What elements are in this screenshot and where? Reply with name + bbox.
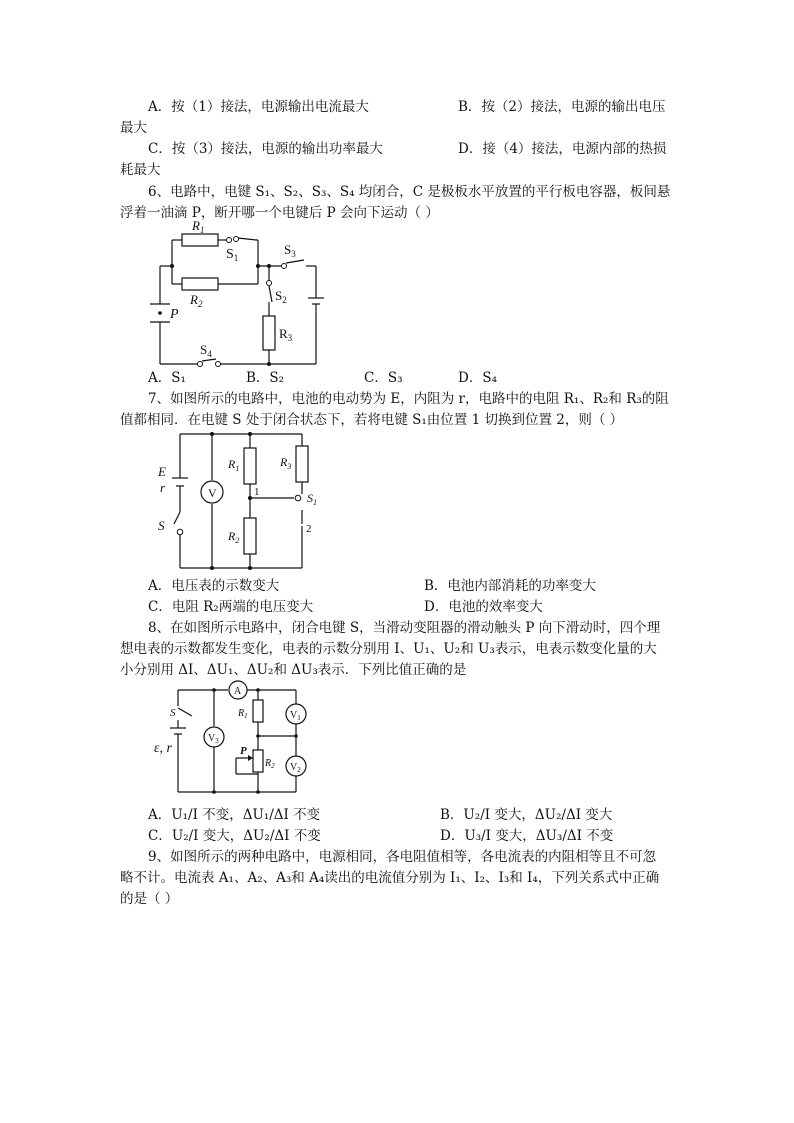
svg-text:V3: $V_3$ [208,733,219,745]
q7-option-c: C．电阻 R₂两端的电压变大 [148,599,314,615]
svg-text:R1: $R_1$ [192,218,205,235]
svg-text:R2: $R_2$ [265,758,275,770]
svg-text:R3: $R_3$ [280,455,292,471]
q9-stem-line1: 9、如图所示的两种电路中，电源相同，各电阻值相等，各电流表的内阻相等且不可忽 [148,849,657,865]
q8-stem-line2: 想电表的示数都发生变化，电表的示数分别用 I、U₁、U₂和 U₃表示，电表示数变化量的大 [120,641,657,657]
svg-text:R1: $R_1$ [228,457,240,473]
svg-text:P: P [170,307,179,322]
svg-text:2: 2 [306,523,312,535]
svg-text:V1: $V_1$ [290,710,301,722]
q9-stem-line3: 的是（ ） [120,891,179,907]
q8-option-b: B．U₂/I 变大，ΔU₂/ΔI 变大 [440,807,613,823]
q5-option-d: D．接（4）接法，电源内部的热损 [458,141,667,157]
svg-text:S4: $S_4$ [200,342,212,359]
svg-text:S1: $S_1$ [307,491,317,507]
q7-stem-line1: 7、如图所示的电路中，电池的电动势为 E，内阻为 r，电路中的电阻 R₁、R₂和 R₃的阻 [148,391,669,407]
q5-option-c: C．按（3）接法，电源的输出功率最大 [148,141,383,157]
q6-option-d: D．S₄ [458,370,497,386]
q8-option-d: D．U₃/I 变大，ΔU₃/ΔI 不变 [440,828,614,844]
svg-text:A: A [234,686,242,697]
q6-circuit-diagram [148,214,328,370]
svg-text:V: V [208,486,217,500]
svg-text:S: S [170,707,176,719]
q7-stem-line2: 值都相同．在电键 S 处于闭合状态下，若将电键 S₁由位置 1 切换到位置 2，则（ ） [120,412,624,428]
svg-text:S1: $S_1$ [226,247,239,263]
q5-option-b: B．按（2）接法，电源的输出电压 [458,99,666,115]
q6-option-c: C．S₃ [364,370,403,386]
svg-text:R2: $R_2$ [228,529,240,545]
q7-option-b: B．电池内部消耗的功率变大 [424,578,596,594]
svg-text:1: 1 [254,486,260,498]
svg-text:E: E [158,464,166,479]
q7-circuit-diagram [156,428,332,576]
q8-option-c: C．U₂/I 变大，ΔU₂/ΔI 不变 [148,828,321,844]
q8-circuit-diagram [150,676,316,798]
svg-text:R2: $R_2$ [190,292,203,309]
svg-text:R3: $R_3$ [279,326,293,343]
svg-text:S3: $S_3$ [284,242,296,259]
q6-stem-line1: 6、电路中，电键 S₁、S₂、S₃、S₄ 均闭合，C 是极板水平放置的平行板电容器，板间悬 [148,184,671,200]
q5-option-a: A．按（1）接法，电源输出电流最大 [148,99,369,115]
q5-option-b-cont: 最大 [120,120,147,136]
svg-text:S2: $S_2$ [275,288,287,305]
svg-text:V2: $V_2$ [290,762,301,774]
svg-text:S: S [158,518,165,533]
q6-option-a: A．S₁ [148,370,186,386]
q8-stem-line3: 小分别用 ΔI、ΔU₁、ΔU₂和 ΔU₃表示．下列比值正确的是 [120,662,467,678]
q6-option-b: B．S₂ [246,370,285,386]
q8-stem-line1: 8、在如图所示电路中，闭合电键 S，当滑动变阻器的滑动触头 P 向下滑动时，四个理 [148,620,661,636]
q6-stem-line2: 浮着一油滴 P，断开哪一个电键后 P 会向下运动（ ） [120,205,439,221]
q7-option-d: D．电池的效率变大 [424,599,543,615]
q5-option-d-cont: 耗最大 [120,162,161,178]
q7-option-a: A．电压表的示数变大 [148,578,280,594]
q8-option-a: A．U₁/I 不变，ΔU₁/ΔI 不变 [148,807,321,823]
svg-text:r: r [160,480,166,495]
q9-stem-line2: 略不计。电流表 A₁、A₂、A₃和 A₄读出的电流值分别为 I₁、I₂、I₃和 I₄，下列关系式中正确 [120,870,660,886]
svg-text:P: P [240,745,247,757]
svg-text:R1: $R_1$ [238,708,248,720]
svg-text:ε, r: ε, r [154,741,172,756]
